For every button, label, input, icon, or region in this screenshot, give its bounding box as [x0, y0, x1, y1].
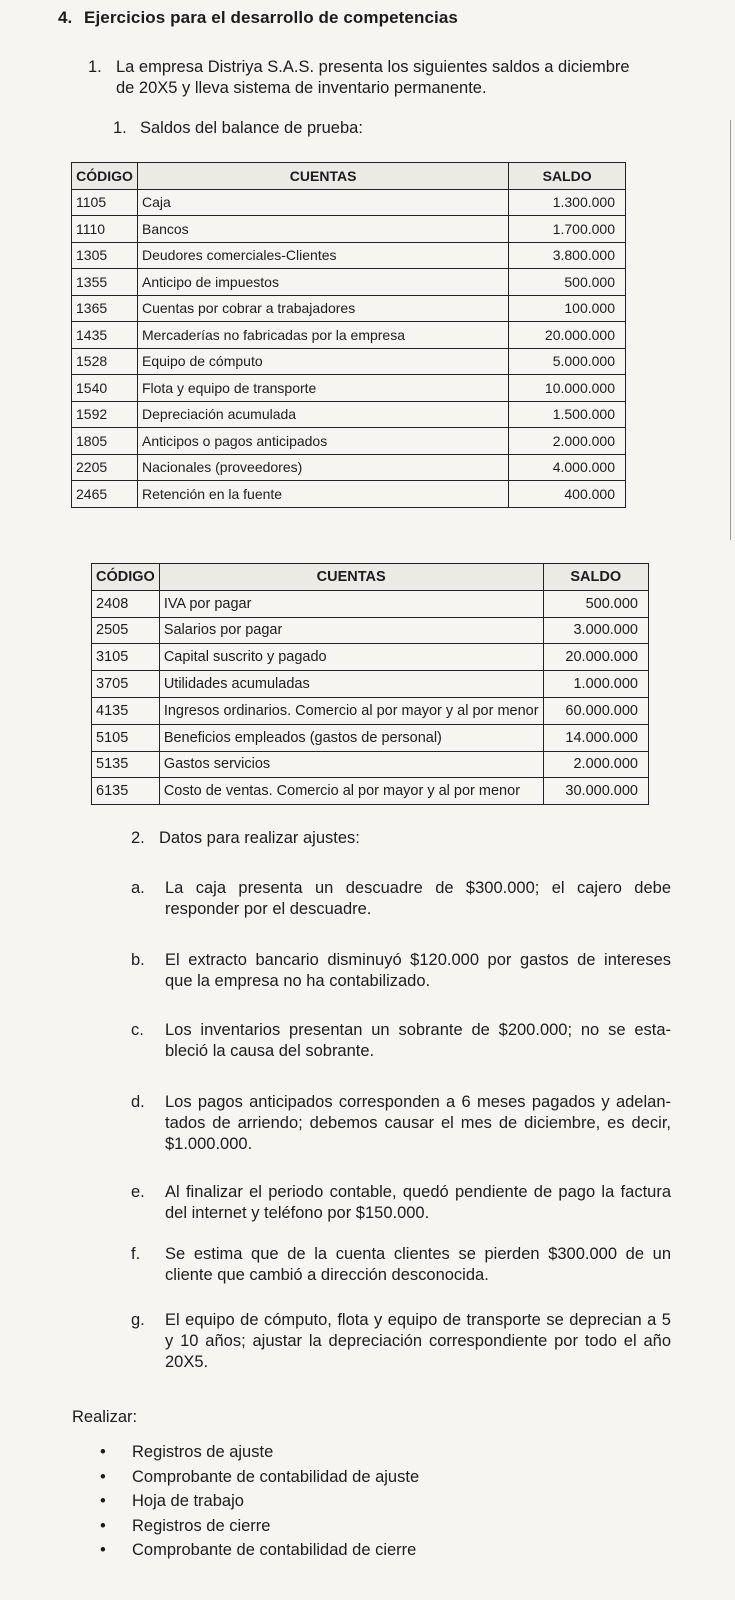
task-text: Hoja de trabajo: [132, 1492, 244, 1510]
intro-paragraph: [88, 57, 668, 99]
adjustment-item: [131, 1092, 671, 1155]
cell-saldo: 1.300.000: [509, 189, 626, 216]
section-heading: [58, 8, 458, 28]
cell-cuenta: Cuentas por cobrar a trabajadores: [137, 295, 508, 322]
adjustment-text: El equipo de cómputo, flota y equipo de transporte se deprecian a 5 y 10 años; ajustar la depreciación correspondiente por todo el año 20X5.: [165, 1311, 671, 1371]
table-row: [72, 322, 626, 349]
header-codigo: CÓDIGO: [92, 564, 160, 591]
task-text: Registros de ajuste: [132, 1443, 274, 1461]
cell-cuenta: Gastos servicios: [159, 751, 543, 778]
cell-codigo: 2408: [92, 590, 160, 617]
cell-codigo: 1592: [72, 401, 138, 428]
adjustment-item: [131, 878, 671, 920]
subheading-adjustments-number: 2.: [131, 829, 145, 847]
cell-cuenta: Bancos: [137, 216, 508, 243]
adjustment-text: La caja presenta un descuadre de $300.000; el cajero debe responder por el descuadre.: [165, 879, 671, 918]
cell-codigo: 2205: [72, 454, 138, 481]
cell-saldo: 400.000: [509, 481, 626, 508]
cell-saldo: 30.000.000: [543, 778, 648, 805]
cell-cuenta: Caja: [137, 189, 508, 216]
adjustment-letter: f.: [131, 1245, 141, 1263]
trial-balance-table-1: [71, 162, 626, 508]
cell-codigo: 3705: [92, 671, 160, 698]
cell-codigo: 1805: [72, 428, 138, 455]
table-row: [72, 295, 626, 322]
cell-cuenta: Anticipos o pagos anticipados: [137, 428, 508, 455]
table-header-row: [72, 163, 626, 190]
table-row: [72, 189, 626, 216]
cell-codigo: 1355: [72, 269, 138, 296]
table-row: [72, 216, 626, 243]
table-header-row: [92, 564, 649, 591]
subheading-balance: [113, 118, 363, 139]
cell-cuenta: Anticipo de impuestos: [137, 269, 508, 296]
header-cuentas: CUENTAS: [159, 564, 543, 591]
cell-cuenta: Beneficios empleados (gastos de personal): [159, 724, 543, 751]
table-row: [92, 751, 649, 778]
task-item: [100, 1489, 419, 1514]
cell-saldo: 500.000: [543, 590, 648, 617]
adjustment-text: Los pagos anticipados corresponden a 6 meses pagados y adelan- tados de arriendo; debemos causar el mes de diciembre, es decir, $1.000.000.: [165, 1093, 671, 1153]
cell-codigo: 1110: [72, 216, 138, 243]
cell-cuenta: Equipo de cómputo: [137, 348, 508, 375]
cell-saldo: 1.500.000: [509, 401, 626, 428]
cell-saldo: 10.000.000: [509, 375, 626, 402]
task-list: [100, 1440, 419, 1563]
adjustment-item: [131, 1310, 671, 1373]
task-item: [100, 1465, 419, 1490]
cell-saldo: 4.000.000: [509, 454, 626, 481]
intro-line-1: La empresa Distriya S.A.S. presenta los siguientes saldos a diciembre: [116, 58, 630, 76]
adjustment-letter: a.: [131, 879, 145, 897]
adjustment-letter: b.: [131, 951, 145, 969]
subheading-balance-number: 1.: [113, 119, 127, 137]
header-cuentas: CUENTAS: [137, 163, 508, 190]
cell-codigo: 4135: [92, 697, 160, 724]
bullet-icon: •: [100, 1516, 106, 1535]
cell-codigo: 2465: [72, 481, 138, 508]
cell-cuenta: Retención en la fuente: [137, 481, 508, 508]
cell-saldo: 5.000.000: [509, 348, 626, 375]
task-text: Comprobante de contabilidad de ajuste: [132, 1467, 420, 1486]
subheading-adjustments-text: Datos para realizar ajustes:: [159, 829, 360, 847]
cell-cuenta: Mercaderías no fabricadas por la empresa: [137, 322, 508, 349]
cell-saldo: 20.000.000: [543, 644, 648, 671]
task-text: Registros de cierre: [132, 1516, 271, 1535]
table-row: [92, 697, 649, 724]
page-edge-line: [730, 120, 731, 540]
cell-cuenta: Nacionales (proveedores): [137, 454, 508, 481]
table-row: [92, 590, 649, 617]
table-row: [72, 242, 626, 269]
intro-number: 1.: [88, 58, 102, 76]
cell-cuenta: Ingresos ordinarios. Comercio al por mayor y al por menor: [159, 697, 543, 724]
cell-saldo: 60.000.000: [543, 697, 648, 724]
table-row: [92, 778, 649, 805]
cell-codigo: 1365: [72, 295, 138, 322]
adjustment-text: El extracto bancario disminuyó $120.000 por gastos de intereses que la empresa no ha contabilizado.: [165, 951, 671, 990]
cell-codigo: 1435: [72, 322, 138, 349]
cell-saldo: 2.000.000: [509, 428, 626, 455]
bullet-icon: •: [100, 1443, 106, 1461]
cell-codigo: 1305: [72, 242, 138, 269]
table-row: [92, 644, 649, 671]
cell-codigo: 1105: [72, 189, 138, 216]
cell-saldo: 3.800.000: [509, 242, 626, 269]
table-row: [72, 375, 626, 402]
table-row: [92, 617, 649, 644]
table-row: [92, 724, 649, 751]
cell-codigo: 2505: [92, 617, 160, 644]
cell-cuenta: Salarios por pagar: [159, 617, 543, 644]
cell-cuenta: Capital suscrito y pagado: [159, 644, 543, 671]
table-row: [92, 671, 649, 698]
bullet-icon: •: [100, 1541, 106, 1559]
adjustment-letter: d.: [131, 1093, 145, 1111]
cell-codigo: 3105: [92, 644, 160, 671]
table-row: [72, 481, 626, 508]
adjustment-letter: c.: [131, 1021, 144, 1039]
task-text: Comprobante de contabilidad de cierre: [132, 1541, 417, 1559]
table-row: [72, 269, 626, 296]
cell-codigo: 5105: [92, 724, 160, 751]
adjustment-text: Se estima que de la cuenta clientes se pierden $300.000 de un cliente que cambió a dirección desconocida.: [165, 1245, 671, 1284]
cell-saldo: 2.000.000: [543, 751, 648, 778]
adjustment-letter: e.: [131, 1183, 145, 1201]
intro-line-2: de 20X5 y lleva sistema de inventario permanente.: [116, 79, 487, 97]
cell-codigo: 1540: [72, 375, 138, 402]
adjustment-item: [131, 1182, 671, 1224]
table-row: [72, 454, 626, 481]
cell-saldo: 20.000.000: [509, 322, 626, 349]
task-item: [100, 1538, 419, 1563]
bullet-icon: •: [100, 1467, 106, 1486]
cell-codigo: 5135: [92, 751, 160, 778]
cell-cuenta: Flota y equipo de transporte: [137, 375, 508, 402]
realizar-heading: Realizar:: [72, 1408, 138, 1426]
section-number: 4.: [58, 8, 73, 27]
header-saldo: SALDO: [543, 564, 648, 591]
cell-saldo: 100.000: [509, 295, 626, 322]
cell-codigo: 1528: [72, 348, 138, 375]
trial-balance-table-2: [91, 563, 649, 805]
adjustment-text: Al finalizar el periodo contable, quedó pendiente de pago la factura del internet y teléfono por $150.000.: [165, 1183, 671, 1222]
subheading-balance-text: Saldos del balance de prueba:: [140, 119, 363, 137]
subheading-adjustments: [131, 828, 360, 849]
table-row: [72, 348, 626, 375]
cell-saldo: 500.000: [509, 269, 626, 296]
cell-cuenta: Utilidades acumuladas: [159, 671, 543, 698]
table-row: [72, 428, 626, 455]
task-item: [100, 1440, 419, 1465]
cell-saldo: 3.000.000: [543, 617, 648, 644]
adjustment-text: Los inventarios presentan un sobrante de $200.000; no se esta- bleció la causa del sobrante.: [165, 1021, 671, 1060]
cell-saldo: 14.000.000: [543, 724, 648, 751]
header-codigo: CÓDIGO: [72, 163, 138, 190]
adjustment-item: [131, 1020, 671, 1062]
cell-cuenta: Depreciación acumulada: [137, 401, 508, 428]
cell-saldo: 1.000.000: [543, 671, 648, 698]
cell-codigo: 6135: [92, 778, 160, 805]
section-title: Ejercicios para el desarrollo de competencias: [84, 8, 458, 27]
bullet-icon: •: [100, 1492, 106, 1510]
header-saldo: SALDO: [509, 163, 626, 190]
adjustment-item: [131, 1244, 671, 1286]
table-row: [72, 401, 626, 428]
task-item: [100, 1514, 419, 1539]
cell-cuenta: Costo de ventas. Comercio al por mayor y al por menor: [159, 778, 543, 805]
cell-cuenta: IVA por pagar: [159, 590, 543, 617]
adjustment-item: [131, 950, 671, 992]
adjustment-letter: g.: [131, 1311, 145, 1329]
cell-cuenta: Deudores comerciales-Clientes: [137, 242, 508, 269]
cell-saldo: 1.700.000: [509, 216, 626, 243]
